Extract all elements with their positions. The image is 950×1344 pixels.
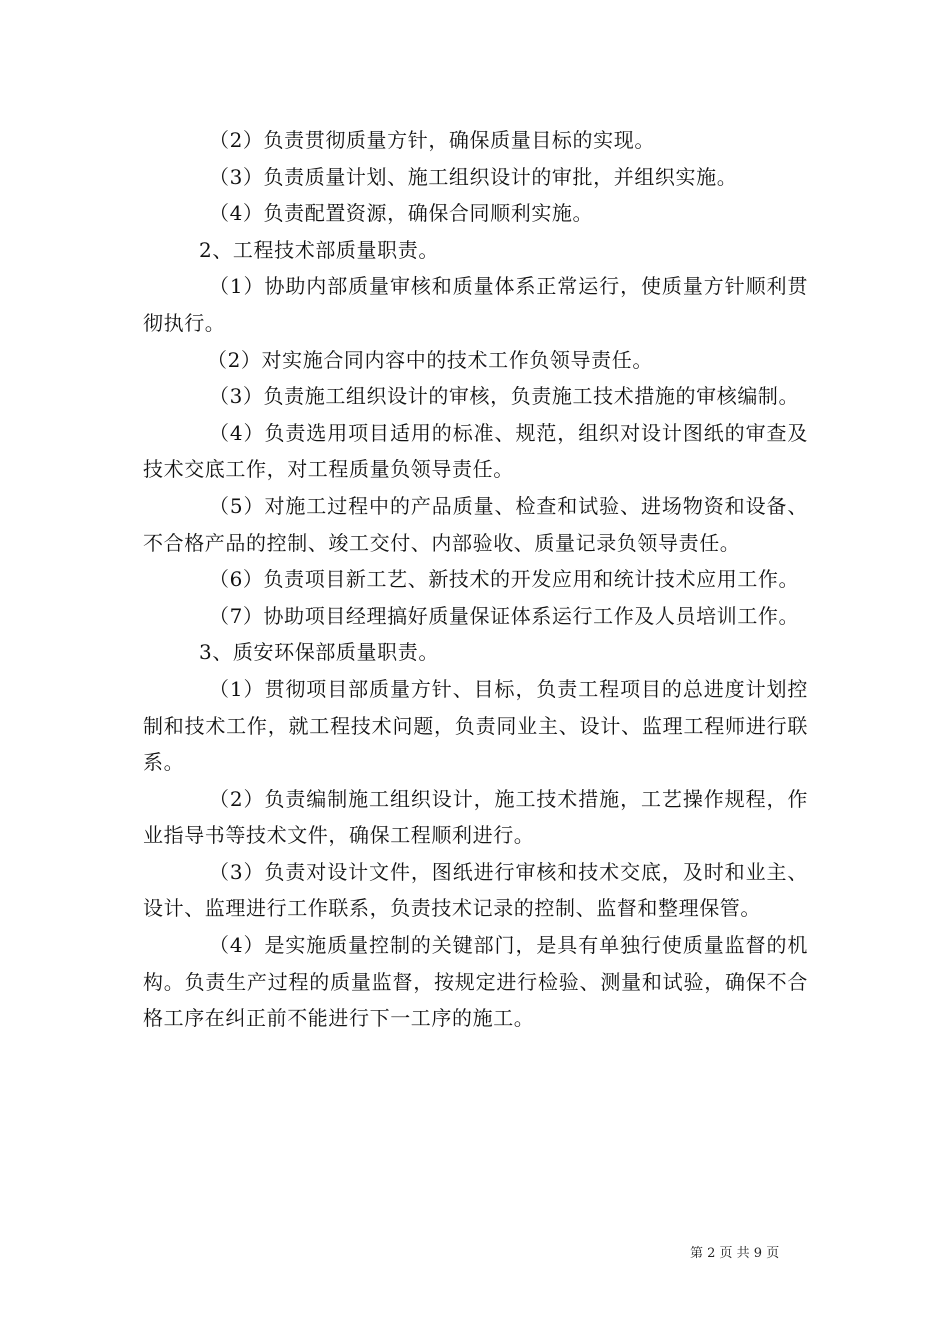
paragraph: （4）负责配置资源，确保合同顺利实施。: [209, 201, 594, 226]
paragraph: （4）负责选用项目适用的标准、规范，组织对设计图纸的审查及技术交底工作，对工程质量负领导责任。: [143, 420, 808, 482]
paragraph: （1）贯彻项目部质量方针、目标，负责工程项目的总进度计划控制和技术工作，就工程技术问题，负责同业主、设计、监理工程师进行联系。: [143, 676, 808, 775]
paragraph: （3）负责质量计划、施工组织设计的审批，并组织实施。: [209, 164, 738, 189]
section-heading: 2、工程技术部质量职责。: [199, 237, 439, 262]
document-body: [143, 122, 808, 1037]
paragraph: （3）负责对设计文件，图纸进行审核和技术交底，及时和业主、设计、监理进行工作联系，负责技术记录的控制、监督和整理保管。: [143, 859, 808, 921]
paragraph: （4）是实施质量控制的关键部门，是具有单独行使质量监督的机构。负责生产过程的质量监督，按规定进行检验、测量和试验，确保不合格工序在纠正前不能进行下一工序的施工。: [143, 933, 808, 1031]
paragraph: （6）负责项目新工艺、新技术的开发应用和统计技术应用工作。: [209, 567, 800, 592]
paragraph: （2）对实施合同内容中的技术工作负领导责任。: [207, 347, 653, 372]
paragraph: （1）协助内部质量审核和质量体系正常运行，使质量方针顺利贯彻执行。: [143, 274, 808, 335]
paragraph: （2）负责贯彻质量方针，确保质量目标的实现。: [209, 128, 655, 152]
paragraph: （5）对施工过程中的产品质量、检查和试验、进场物资和设备、不合格产品的控制、竣工交付、内部验收、质量记录负领导责任。: [143, 493, 808, 555]
paragraph: （2）负责编制施工组织设计，施工技术措施，工艺操作规程，作业指导书等技术文件，确保工程顺利进行。: [143, 786, 808, 848]
paragraph: （3）负责施工组织设计的审核，负责施工技术措施的审核编制。: [209, 384, 800, 409]
page-number-footer: 第 2 页 共 9 页: [690, 1246, 780, 1261]
paragraph: （7）协助项目经理搞好质量保证体系运行工作及人员培训工作。: [209, 603, 800, 628]
section-heading: 3、质安环保部质量职责。: [199, 640, 439, 665]
